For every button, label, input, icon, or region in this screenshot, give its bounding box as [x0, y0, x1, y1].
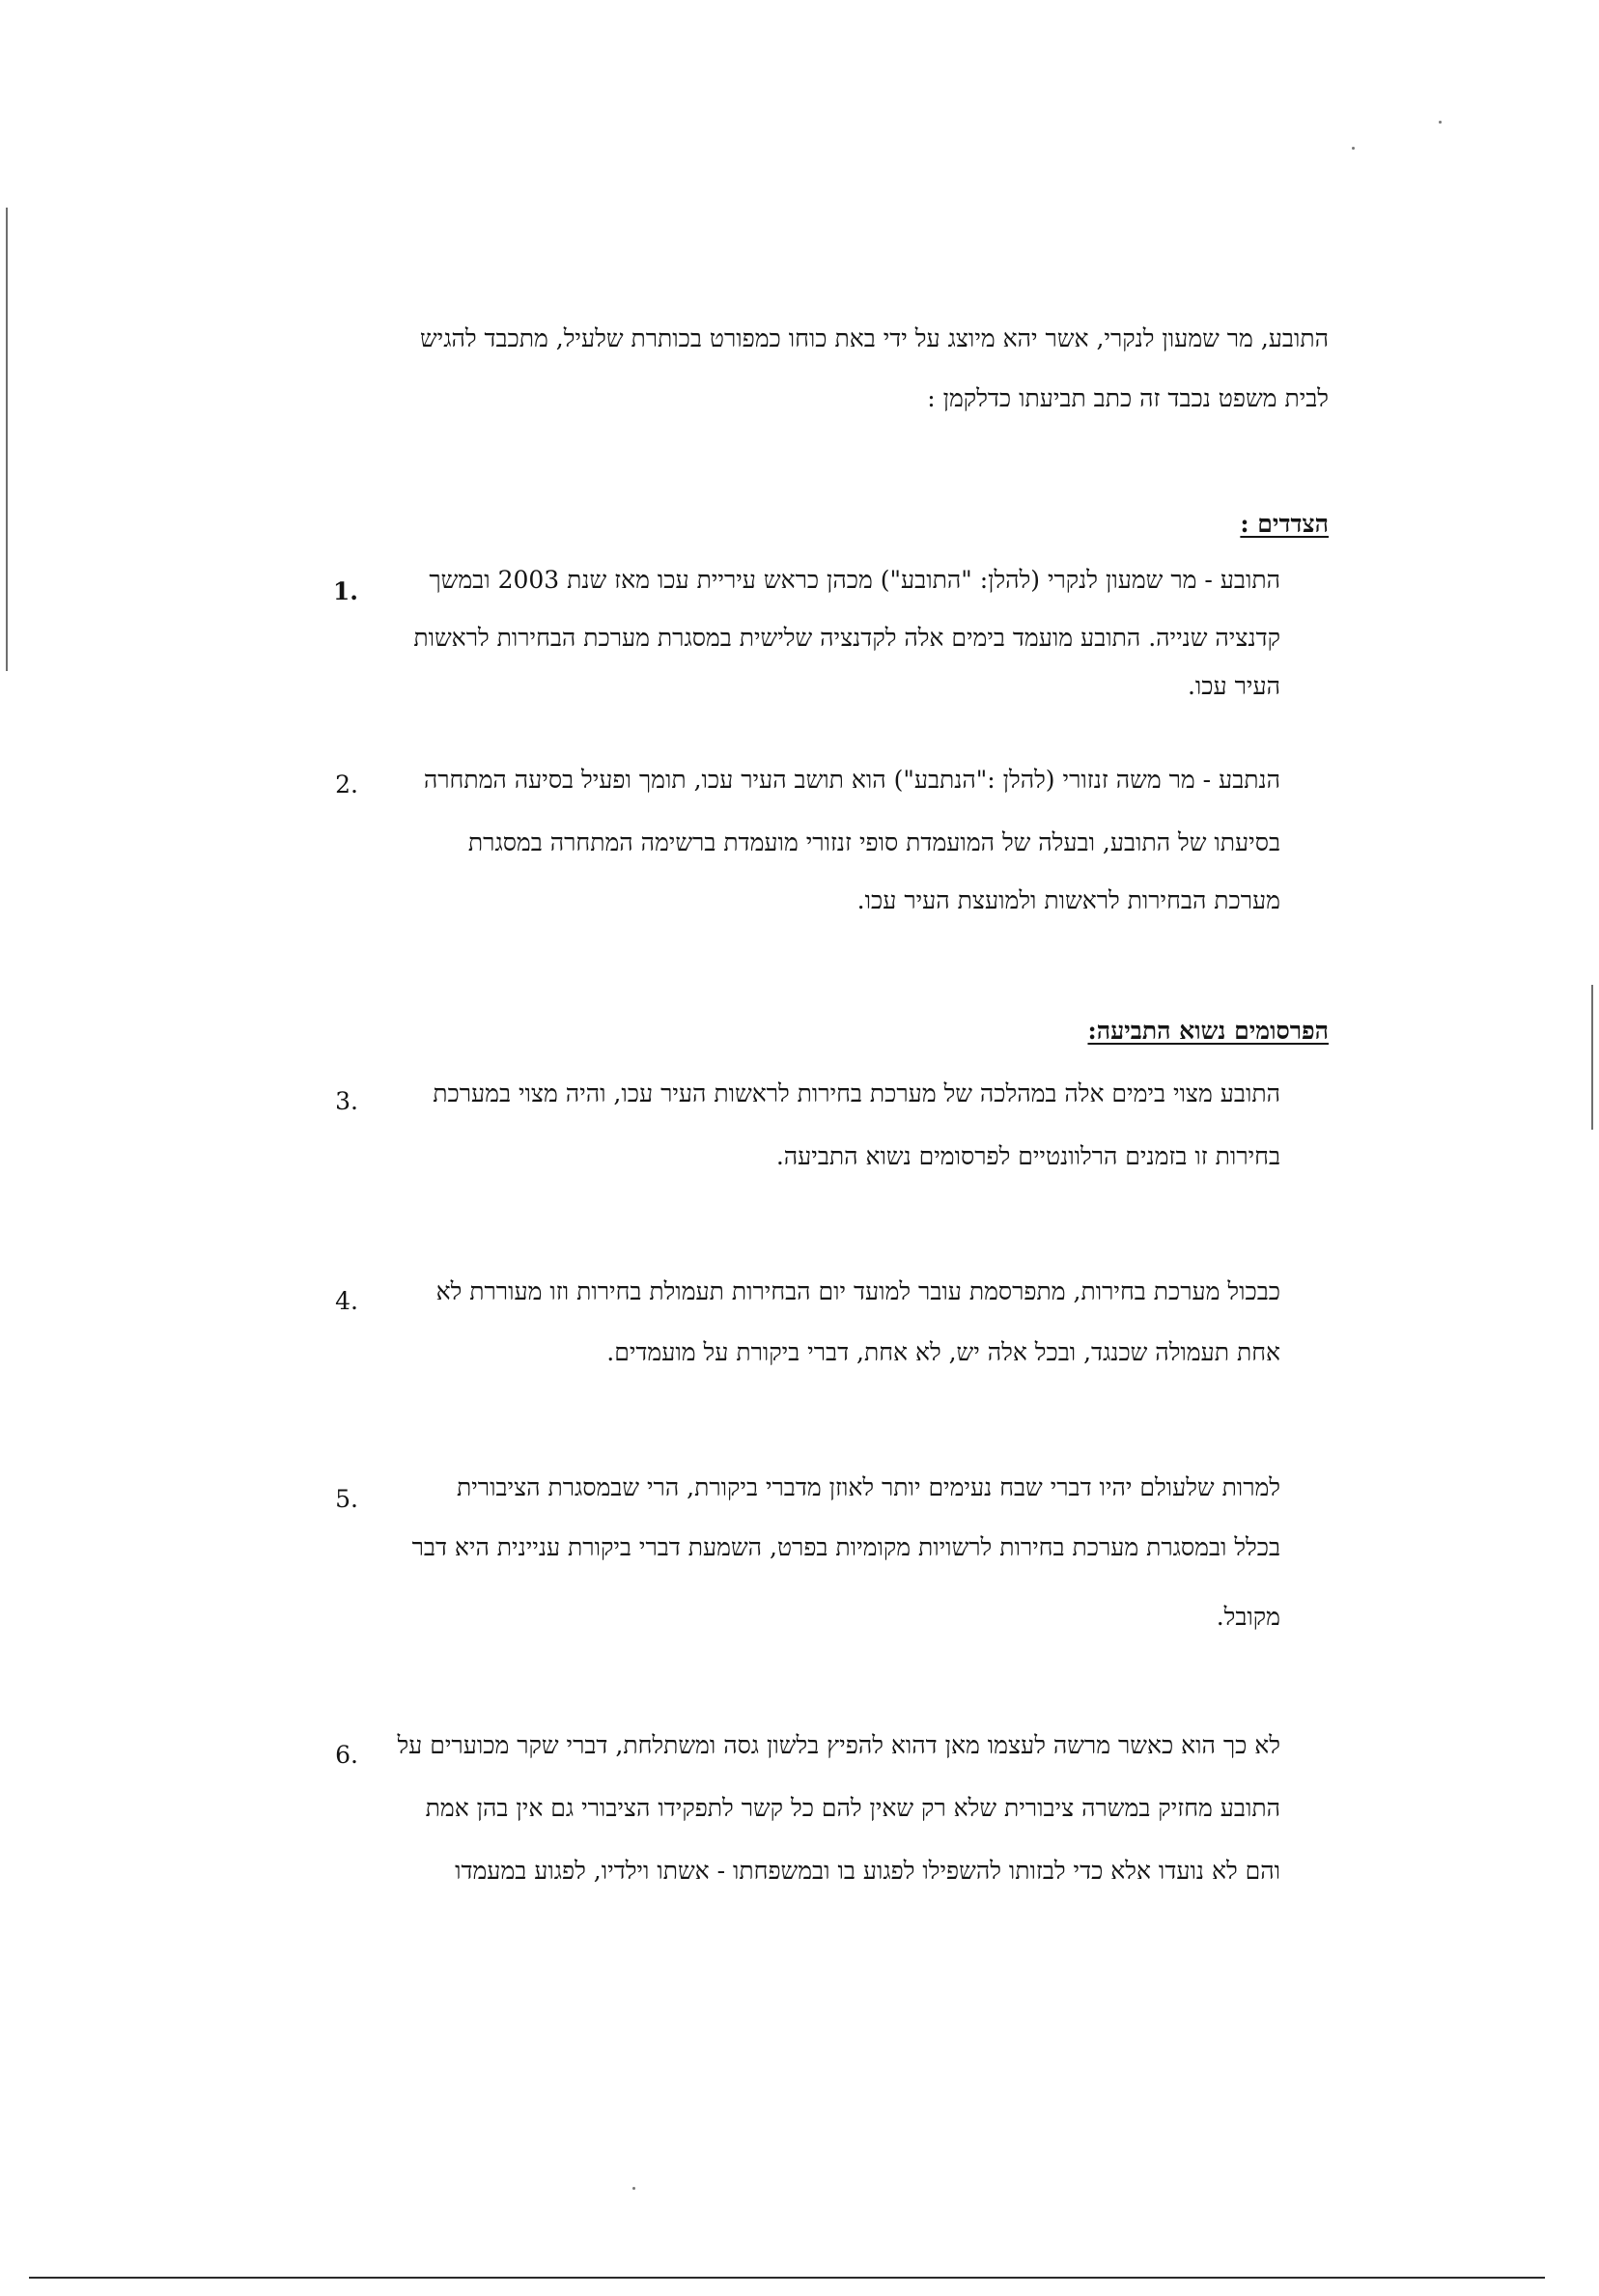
item-line: אחת תעמולה שכנגד, ובכל אלה יש, לא אחת, דברי ביקורת על מועמדים. — [606, 1338, 1280, 1366]
intro-line: לבית משפט נכבד זה כתב תביעתו כדלקמן : — [927, 384, 1329, 412]
bottom-rule — [29, 2277, 1545, 2279]
item-line: קדנציה שנייה. התובע מועמד בימים אלה לקדנציה שלישית במסגרת מערכת הבחירות לראשות — [413, 624, 1280, 652]
section-heading-parties: הצדדים : — [1240, 510, 1329, 538]
item-line: מערכת הבחירות לראשות ולמועצת העיר עכו. — [856, 886, 1280, 914]
scan-edge-right — [1591, 985, 1593, 1130]
item-number: 3. — [335, 1087, 358, 1115]
item-number: 2. — [335, 770, 358, 798]
item-line: לא כך הוא כאשר מרשה לעצמו מאן דהוא להפיץ בלשון גסה ומשתלחת, דברי שקר מכוערים על — [397, 1731, 1280, 1759]
section-heading-publications: הפרסומים נשוא התביעה: — [1087, 1017, 1329, 1045]
item-line: בסיעתו של התובע, ובעלה של המועמדת סופי זנזורי מועמדת ברשימה המתחרה במסגרת — [467, 828, 1280, 856]
scan-edge-left — [6, 208, 8, 671]
scan-speck — [1439, 121, 1442, 124]
item-number: 4. — [335, 1287, 358, 1315]
item-line: והם לא נועדו אלא כדי לבזותו להשפילו לפגוע בו ובמשפחתו - אשתו וילדיו, לפגוע במעמדו — [455, 1857, 1280, 1885]
item-number: 6. — [335, 1741, 358, 1769]
item-line: התובע מחזיק במשרה ציבורית שלא רק שאין להם כל קשר לתפקידו הציבורי גם אין בהן אמת — [425, 1794, 1280, 1822]
item-number: 1. — [332, 577, 358, 605]
item-line: למרות שלעולם יהיו דברי שבח נעימים יותר לאוזן מדברי ביקורת, הרי שבמסגרת הציבורית — [456, 1473, 1280, 1501]
scan-speck — [1352, 147, 1355, 150]
item-line: בחירות זו בזמנים הרלוונטיים לפרסומים נשוא התביעה. — [775, 1142, 1280, 1170]
item-line: התובע - מר שמעון לנקרי (להלן: "התובע") מכהן כראש עיריית עכו מאז שנת 2003 ובמשך — [429, 566, 1280, 594]
intro-line: התובע, מר שמעון לנקרי, אשר יהא מיוצג על ידי באת כוחו כמפורט בכותרת שלעיל, מתכבד להגיש — [419, 324, 1329, 352]
item-line: התובע מצוי בימים אלה במהלכה של מערכת בחירות לראשות העיר עכו, והיה מצוי במערכת — [433, 1079, 1280, 1107]
item-line: בכלל ובמסגרת מערכת בחירות לרשויות מקומיות בפרט, השמעת דברי ביקורת עניינית היא דבר — [411, 1533, 1280, 1561]
item-line: הנתבע - מר משה זנזורי (להלן :"הנתבע") הוא תושב העיר עכו, תומך ופעיל בסיעה המתחרה — [423, 766, 1280, 794]
item-line: העיר עכו. — [1187, 672, 1280, 700]
item-line: כבכול מערכת בחירות, מתפרסמת עובר למועד יום הבחירות תעמולת בחירות וזו מעוררת לא — [435, 1277, 1280, 1305]
item-number: 5. — [335, 1485, 358, 1513]
item-line: מקובל. — [1216, 1603, 1280, 1631]
scan-speck — [632, 2187, 635, 2190]
